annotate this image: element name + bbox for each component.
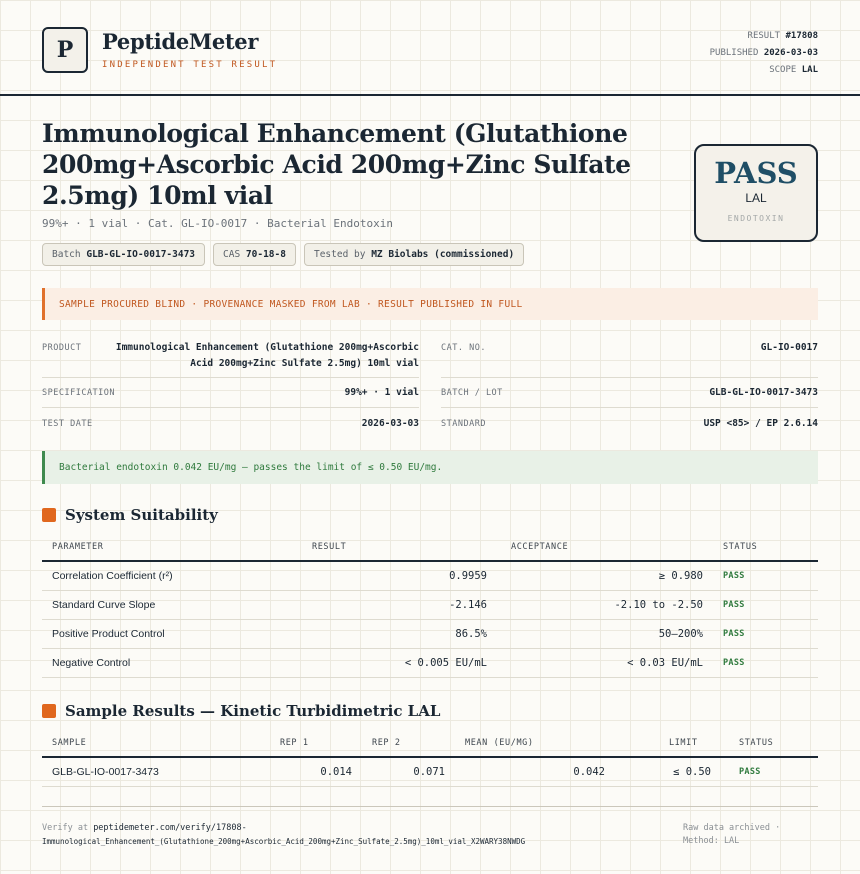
column-header: RESULT xyxy=(302,533,497,561)
parameter-cell: Positive Product Control xyxy=(42,619,302,648)
verdict-badge xyxy=(694,144,818,242)
table-row xyxy=(42,619,818,648)
section-title: System Suitability xyxy=(65,506,218,524)
logo-mark: P xyxy=(42,27,88,73)
sample-cell: GLB-GL-IO-0017-3473 xyxy=(42,757,270,786)
info-divider xyxy=(441,407,818,408)
column-header: STATUS xyxy=(721,729,818,757)
info-divider xyxy=(441,377,818,378)
parameter-cell: Negative Control xyxy=(42,648,302,677)
rep2-cell: 0.071 xyxy=(362,757,455,786)
page-header xyxy=(0,0,860,96)
table-header-row xyxy=(42,729,818,757)
acceptance-cell: -2.10 to -2.50 xyxy=(497,590,713,619)
limit-cell: ≤ 0.50 xyxy=(615,757,721,786)
info-divider xyxy=(42,377,419,378)
result-cell: 86.5% xyxy=(302,619,497,648)
product-label: PRODUCT xyxy=(42,343,82,353)
footer-divider xyxy=(42,806,818,807)
column-header: SAMPLE xyxy=(42,729,270,757)
acceptance-cell: 50–200% xyxy=(497,619,713,648)
product-subtitle: 99%+ · 1 vial · Cat. GL-IO-0017 · Bacterial Endotoxin xyxy=(42,217,393,230)
verdict-scope: LAL xyxy=(745,191,767,205)
parameter-cell: Standard Curve Slope xyxy=(42,590,302,619)
result-cell: 0.9959 xyxy=(302,561,497,590)
acceptance-cell: < 0.03 EU/mL xyxy=(497,648,713,677)
result-summary-note: Bacterial endotoxin 0.042 EU/mg — passes the limit of ≤ 0.50 EU/mg. xyxy=(42,451,818,484)
status-badge: PASS xyxy=(713,648,818,677)
test-date-label: TEST DATE xyxy=(42,419,93,429)
verify-link-block: Verify at peptidemeter.com/verify/17808- Immunological_Enhancement_(Glutathione_200mg+Ascorbic_Acid_200mg+Zinc_Sulfate_2.5mg)_10ml_vial_X2WARY38NWDG xyxy=(42,823,526,846)
test-date-value: 2026-03-03 xyxy=(361,418,419,429)
suitability-table xyxy=(42,533,818,678)
catno-value: GL-IO-0017 xyxy=(760,342,818,353)
result-number-row: RESULT #17808 xyxy=(747,31,818,41)
column-header: ACCEPTANCE xyxy=(497,533,713,561)
table-row xyxy=(42,648,818,677)
status-badge: PASS xyxy=(713,561,818,590)
status-badge: PASS xyxy=(713,619,818,648)
product-value: Immunological Enhancement (Glutathione 200mg+Ascorbic Acid 200mg+Zinc Sulfate 2.5mg) 10ml vial xyxy=(115,342,419,369)
table-row xyxy=(42,561,818,590)
section-marker-icon xyxy=(42,704,56,718)
status-badge: PASS xyxy=(713,590,818,619)
result-meta xyxy=(710,28,818,79)
section-marker-icon xyxy=(42,508,56,522)
rep1-cell: 0.014 xyxy=(270,757,362,786)
table-row xyxy=(42,590,818,619)
scope-row: SCOPE LAL xyxy=(769,65,818,75)
samples-heading xyxy=(42,702,440,720)
product-title: Immunological Enhancement (Glutathione 200mg+Ascorbic Acid 200mg+Zinc Sulfate 2.5mg) 10ml vial xyxy=(42,119,631,210)
verdict-kind: ENDOTOXIN xyxy=(727,214,785,223)
status-badge: PASS xyxy=(721,757,818,786)
procurement-banner: SAMPLE PROCURED BLIND · PROVENANCE MASKED FROM LAB · RESULT PUBLISHED IN FULL xyxy=(42,288,818,320)
published-row: PUBLISHED 2026-03-03 xyxy=(709,48,818,58)
section-title: Sample Results — Kinetic Turbidimetric LAL xyxy=(65,702,441,720)
table-row xyxy=(42,757,818,786)
spec-label: SPECIFICATION xyxy=(42,388,116,398)
brand-name: PeptideMeter xyxy=(102,29,259,54)
standard-value: USP <85> / EP 2.6.14 xyxy=(703,418,818,429)
chip-row xyxy=(42,243,524,266)
archive-note: Raw data archived · Method: LAL xyxy=(683,823,781,846)
column-header: MEAN (EU/MG) xyxy=(455,729,615,757)
mean-cell: 0.042 xyxy=(455,757,615,786)
verify-link-continued[interactable]: Immunological_Enhancement_(Glutathione_200mg+Ascorbic_Acid_200mg+Zinc_Sulfate_2.5mg)_10ml_vial_X2WARY38NWDG xyxy=(42,837,526,846)
sample-results-table xyxy=(42,729,818,787)
column-header: REP 1 xyxy=(270,729,362,757)
table-header-row xyxy=(42,533,818,561)
verify-link[interactable]: peptidemeter.com/verify/17808- xyxy=(93,823,247,833)
result-cell: < 0.005 EU/mL xyxy=(302,648,497,677)
cas-chip: CAS 70-18-8 xyxy=(213,243,296,266)
standard-label: STANDARD xyxy=(441,419,486,429)
column-header: LIMIT xyxy=(615,729,721,757)
brand-subtitle: INDEPENDENT TEST RESULT xyxy=(102,60,278,70)
column-header: REP 2 xyxy=(362,729,455,757)
batch-lot-label: BATCH / LOT xyxy=(441,388,503,398)
verdict-word: PASS xyxy=(714,156,798,190)
batch-chip: Batch GLB-GL-IO-0017-3473 xyxy=(42,243,205,266)
suitability-heading xyxy=(42,506,218,524)
spec-value: 99%+ · 1 vial xyxy=(344,387,419,398)
batch-lot-value: GLB-GL-IO-0017-3473 xyxy=(709,387,818,398)
catno-label: CAT. NO. xyxy=(441,343,486,353)
result-cell: -2.146 xyxy=(302,590,497,619)
tested-by-chip: Tested by MZ Biolabs (commissioned) xyxy=(304,243,524,266)
column-header: PARAMETER xyxy=(42,533,302,561)
acceptance-cell: ≥ 0.980 xyxy=(497,561,713,590)
column-header: STATUS xyxy=(713,533,818,561)
parameter-cell: Correlation Coefficient (r²) xyxy=(42,561,302,590)
info-divider xyxy=(42,407,419,408)
